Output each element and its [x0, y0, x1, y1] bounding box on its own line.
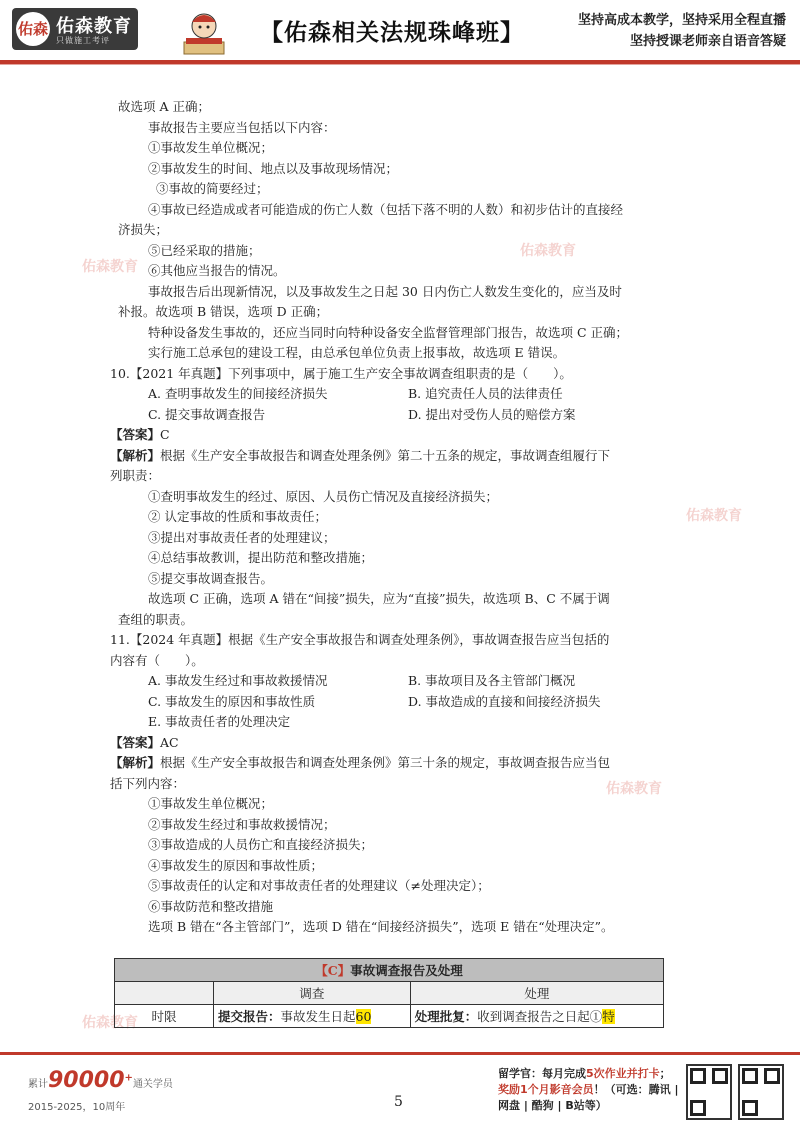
- learner-number: 90000: [48, 1068, 125, 1093]
- row-label: 时限: [115, 1005, 214, 1028]
- answer-value: AC: [160, 734, 179, 750]
- handle-cell: [410, 1005, 663, 1028]
- page-number: 5: [394, 1094, 403, 1110]
- list-item: ⑤事故责任的认定和对事故责任者的处理建议（≠处理决定）；: [148, 878, 490, 893]
- list-item: ⑤已经采取的措施；: [148, 242, 261, 258]
- table-title: [115, 959, 664, 982]
- text-line: 实行施工总承包的建设工程，由总承包单位负责上报事故，故选项 E 错误。: [148, 345, 566, 360]
- watermark: 佑森教育: [686, 508, 742, 524]
- qr-code-icon: [738, 1064, 784, 1120]
- option-d: D. 提出对受伤人员的赔偿方案: [408, 406, 576, 422]
- table-row: [115, 1005, 664, 1028]
- option-row: [118, 692, 684, 713]
- promo-text-part: ！（可选：腾讯 |: [593, 1083, 679, 1096]
- col-header-handle: 处理: [410, 982, 663, 1005]
- list-item: ②事故发生的时间、地点以及事故现场情况；: [148, 160, 399, 176]
- list-item: ④事故已经造成或者可能造成的伤亡人数（包括下落不明的人数）和初步估计的直接经: [148, 201, 624, 217]
- survey-label: 提交报告：: [218, 1009, 281, 1024]
- analysis-tag: 【解析】: [110, 447, 161, 463]
- table-title-tag: 【C】: [315, 963, 351, 978]
- option-a: A. 查明事故发生的间接经济损失: [148, 386, 328, 401]
- table-header-row: [115, 982, 664, 1005]
- slogan-line: 坚持高成本教学，坚持采用全程直播: [577, 13, 786, 28]
- header-slogans: [578, 10, 786, 52]
- conclusion-line: 选项 B 错在“各主管部门”，选项 D 错在“间接经济损失”，选项 E 错在“处理决定”。: [148, 919, 614, 934]
- analysis-text: 根据《生产安全事故报告和调查处理条例》第三十条的规定，事故调查报告应当包: [160, 755, 611, 770]
- option-b: B. 事故项目及各主管部门概况: [408, 673, 576, 688]
- logo-subtitle: 只做施工考评: [56, 36, 110, 45]
- logo-mark: 佑森: [16, 12, 50, 46]
- option-c: C. 提交事故调查报告: [148, 406, 266, 422]
- answer-value: C: [160, 427, 170, 442]
- option-row: [118, 384, 684, 405]
- slogan-line: 坚持授课老师亲自语音答疑: [629, 34, 786, 49]
- analysis-line: [110, 446, 684, 467]
- logo-name: 佑森教育: [56, 16, 132, 37]
- list-item: ② 认定事故的性质和事故责任；: [148, 509, 327, 524]
- table-title-text: 事故调查报告及处理: [350, 963, 463, 978]
- text-line: 补报。故选项 B 错误，选项 D 正确；: [118, 304, 329, 319]
- header-divider-thin: [0, 64, 800, 65]
- analysis-cont: 列职责：: [110, 468, 161, 483]
- question-stem: 10.【2021 年真题】下列事项中，属于施工生产安全事故调查组职责的是（ ）。: [110, 365, 572, 381]
- survey-value: 60: [355, 1009, 372, 1024]
- watermark: 佑森教育: [606, 781, 662, 797]
- option-d: D. 事故造成的直接和间接经济损失: [408, 693, 601, 709]
- summary-table: [114, 958, 664, 1028]
- answer-tag: 【答案】: [110, 427, 161, 442]
- list-item: ①事故发生单位概况；: [148, 796, 274, 811]
- watermark: 佑森教育: [82, 259, 138, 275]
- answer-line: [110, 425, 684, 446]
- list-item: ⑥事故防范和整改措施: [148, 898, 274, 914]
- list-item: ③事故的简要经过；: [156, 181, 269, 196]
- table-title-row: [115, 959, 664, 982]
- footer-divider: [0, 1052, 800, 1055]
- analysis-line: [110, 753, 684, 774]
- learner-prefix: 累计: [28, 1079, 48, 1090]
- analysis-text: 根据《生产安全事故报告和调查处理条例》第二十五条的规定，事故调查组履行下: [160, 447, 611, 463]
- list-item: ③提出对事故责任者的处理建议；: [148, 529, 336, 545]
- col-header-survey: 调查: [214, 982, 411, 1005]
- list-item-cont: 济损失；: [118, 222, 169, 237]
- survey-cell: [214, 1005, 411, 1028]
- question-stem: 11.【2024 年真题】根据《生产安全事故报告和调查处理条例》，事故调查报告应当包括的: [110, 632, 610, 647]
- watermark: 佑森教育: [520, 243, 576, 259]
- text-line: 事故报告后出现新情况，以及事故发生之日起 30 日内伤亡人数发生变化的，应当及时: [148, 283, 622, 299]
- handle-text: 收到调查报告之日起①: [477, 1009, 603, 1024]
- learner-plus: +: [124, 1072, 133, 1084]
- answer-line: [110, 733, 684, 754]
- handle-value: 特: [602, 1009, 615, 1024]
- option-c: C. 事故发生的原因和事故性质: [148, 693, 316, 709]
- promo-highlight: 5次作业并打卡: [586, 1067, 660, 1080]
- list-item: ④总结事故教训，提出防范和整改措施；: [148, 550, 374, 565]
- analysis-cont: 括下列内容：: [110, 775, 186, 791]
- list-item: ①查明事故发生的经过、原因、人员伤亡情况及直接经济损失；: [148, 488, 499, 504]
- list-item: ②事故发生经过和事故救援情况；: [148, 816, 336, 832]
- mascot-icon: [180, 6, 228, 56]
- text-line: 故选项 A 正确；: [118, 99, 210, 114]
- survey-text: 事故发生日起: [280, 1009, 356, 1024]
- handle-label: 处理批复：: [414, 1009, 478, 1024]
- anniversary-text: 2015-2025，10周年: [28, 1102, 126, 1113]
- question-stem-cont: 内容有（ ）。: [110, 652, 204, 668]
- conclusion-line: 故选项 C 正确，选项 A 错在“间接”损失，应为“直接”损失，故选项 B、C 不属于调: [148, 591, 610, 606]
- brand-logo: [12, 8, 138, 50]
- course-title: 【佑森相关法规珠峰班】: [260, 20, 524, 46]
- learner-count: [28, 1068, 173, 1113]
- promo-highlight: 奖励1个月影音会员: [498, 1083, 594, 1096]
- option-e: E. 事故责任者的处理决定: [148, 714, 291, 729]
- list-item: ④事故发生的原因和事故性质；: [148, 857, 324, 873]
- conclusion-cont: 查组的职责。: [118, 611, 194, 627]
- option-a: A. 事故发生经过和事故救援情况: [148, 673, 328, 688]
- list-item: ③事故造成的人员伤亡和直接经济损失；: [148, 837, 374, 852]
- promo-text-part: ；: [659, 1067, 671, 1080]
- text-line: 事故报告主要应当包括以下内容：: [148, 119, 336, 135]
- promo-line: [498, 1082, 679, 1098]
- promo-text: [498, 1066, 679, 1114]
- text-line: 特种设备发生事故的，还应当同时向特种设备安全监督管理部门报告，故选项 C 正确；: [148, 324, 629, 340]
- option-row: [118, 405, 684, 426]
- watermark: 佑森教育: [82, 1015, 138, 1031]
- learner-suffix: 通关学员: [132, 1079, 173, 1090]
- promo-line: 网盘 | 酷狗 | B站等）: [498, 1099, 607, 1112]
- list-item: ⑥其他应当报告的情况。: [148, 263, 286, 278]
- promo-label: 留学官：: [498, 1067, 542, 1080]
- table-corner: [115, 982, 214, 1005]
- analysis-tag: 【解析】: [110, 755, 161, 770]
- option-row: [118, 671, 684, 692]
- promo-text-part: 每月完成: [542, 1067, 586, 1080]
- qr-code-icon: [686, 1064, 732, 1120]
- promo-line: [498, 1066, 679, 1082]
- list-item: ⑤提交事故调查报告。: [148, 570, 274, 586]
- list-item: ①事故发生单位概况；: [148, 140, 274, 155]
- answer-tag: 【答案】: [110, 734, 161, 750]
- page-header: [0, 0, 800, 62]
- option-b: B. 追究责任人员的法律责任: [408, 386, 563, 401]
